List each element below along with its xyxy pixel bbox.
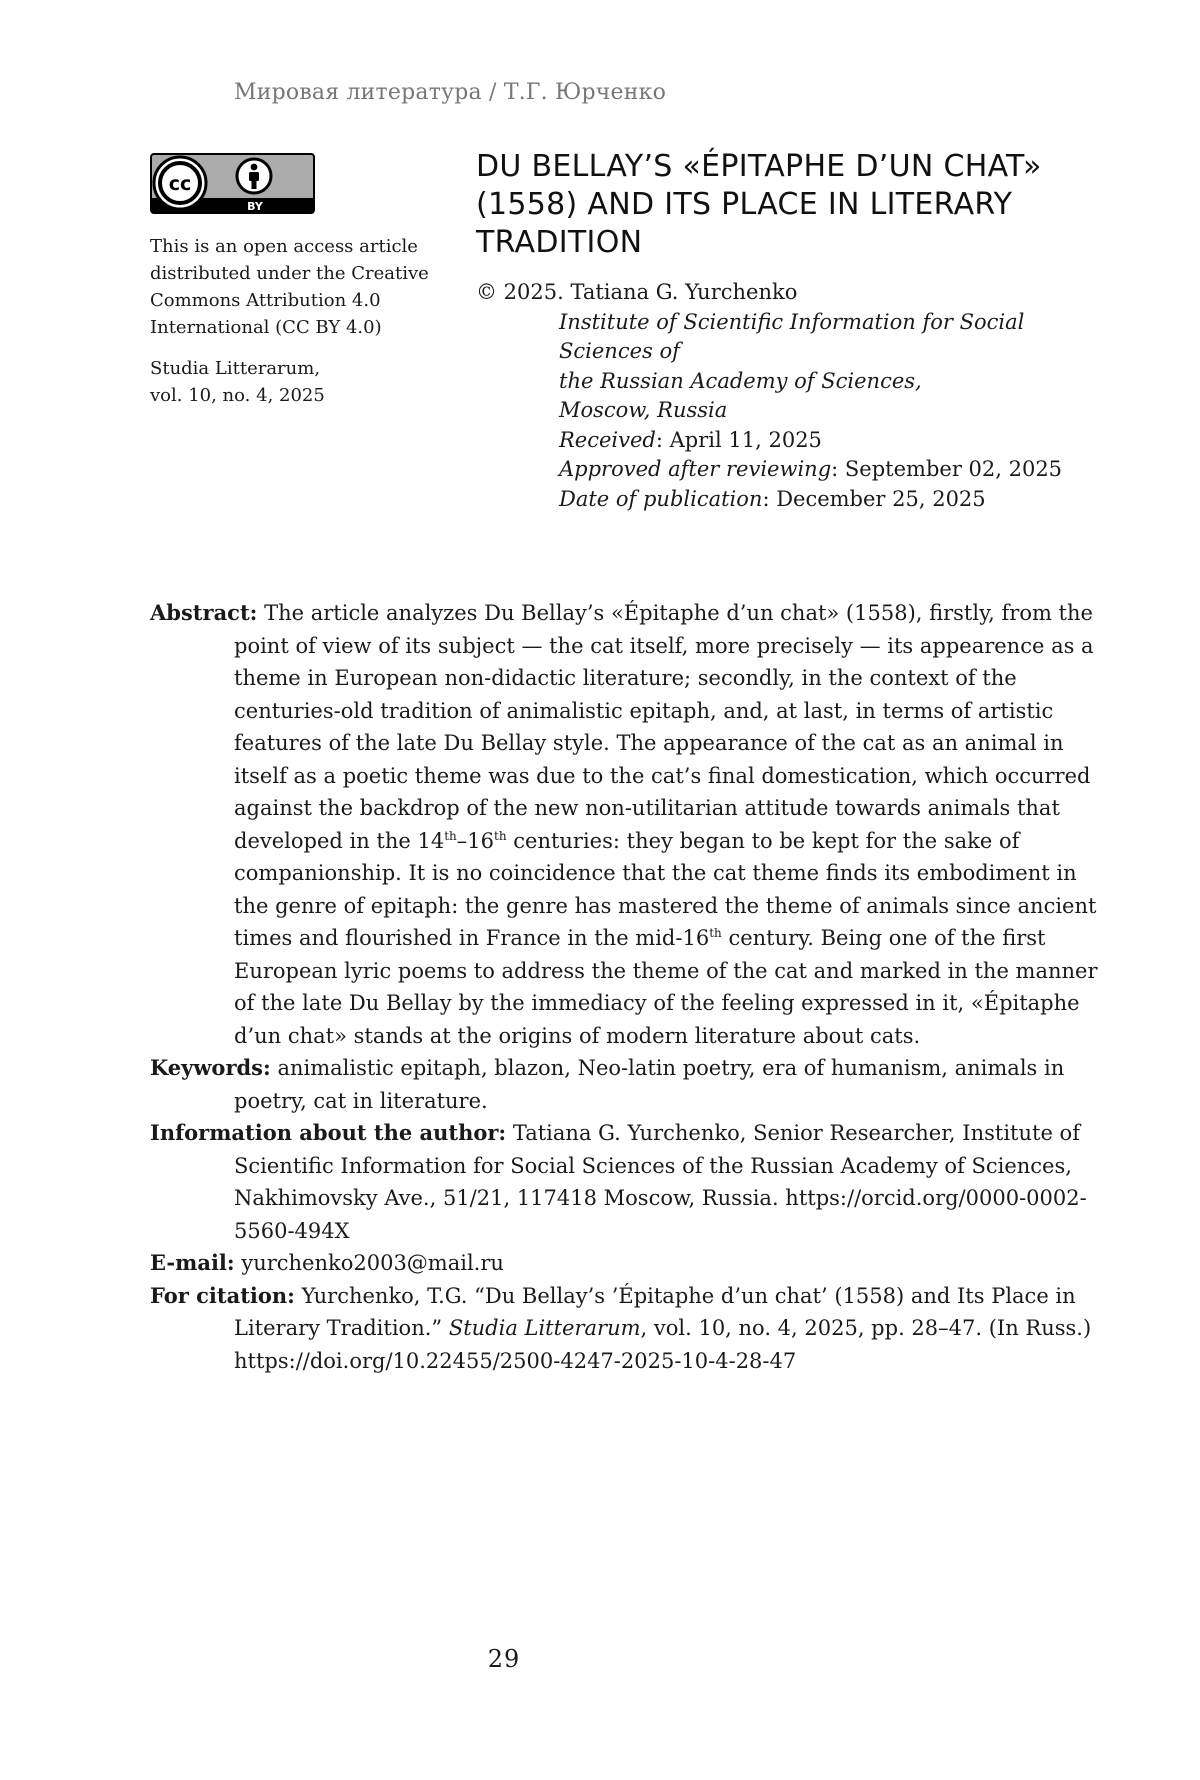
page-number: 29 [487,1645,521,1673]
citation-text: Yurchenko, T.G. “Du Bellay’s ’Épitaphe d’un chat’ (1558) and Its Place in Literary Tradition.” [234,1283,1076,1340]
email [150,1247,1100,1280]
journal-volume: vol. 10, no. 4, 2025 [150,385,325,406]
keywords-label: Keywords: [150,1055,271,1080]
email-label: E-mail: [150,1250,235,1275]
citation-text: , vol. 10, no. 4, 2025, pp. 28–47. (In Russ.) https://doi.org/10.22455/2500-4247-2025-10-4-28-47 [234,1316,1092,1373]
author-info-label: Information about the author: [150,1120,507,1145]
superscript: th [444,828,457,843]
published-value: : December 25, 2025 [762,486,986,511]
cc-letters: cc [168,173,192,195]
license-line: distributed under the Creative [150,263,429,284]
affiliation-line: Institute of Scientific Information for Social Sciences of [559,309,1025,363]
license-line: This is an open access article [150,236,418,257]
citation [150,1280,1100,1378]
article-title [476,148,1096,262]
by-letters: BY [247,200,263,213]
creative-commons-by-icon [150,153,315,214]
copyright-author: © 2025. Tatiana G. Yurchenko [476,280,798,304]
title-line: (1558) AND ITS PLACE IN LITERARY [476,187,1013,222]
keywords-text: animalistic epitaph, blazon, Neo-latin poetry, era of humanism, animals in poetry, cat in literature. [234,1056,1065,1113]
license-note [150,233,440,409]
published-label: Date of publication [559,486,763,511]
license-line: International (CC BY 4.0) [150,317,382,338]
affiliation-line: the Russian Academy of Sciences, [559,368,922,393]
author-info-text: Tatiana G. Yurchenko, Senior Researcher, Institute of Scientific Information for Social Sciences of the Russian Academy of Sciences, Nakhimovsky Ave., 51/21, 117418 Moscow, Russia. https://orcid.org/0000-0002-5560-494X [234,1121,1087,1243]
abstract-label: Abstract: [150,600,258,625]
received-label: Received [559,427,656,452]
article-metadata [476,278,1116,514]
running-head: Мировая литература / Т.Г. Юрченко [234,80,667,105]
abstract-text: centuries: they began to be kept for the sake of companionship. It is no coincidence that the cat theme finds its embodiment in the genre of epitaph: the genre has mastered the theme of animals since ancient times and flourished in France in the mid-16 [234,828,1097,950]
journal-name: Studia Litterarum, [150,358,321,379]
abstract-text: century. Being one of the first European lyric poems to address the theme of the cat and marked in the manner of the late Du Bellay by the immediacy of the feeling expressed in it, «Épitaphe d’un chat» stands at the origins of modern literature about cats. [234,926,1098,1048]
publication-date [476,485,1116,515]
approved-label: Approved after reviewing [559,457,832,481]
superscript: th [709,926,722,940]
citation-journal: Studia Litterarum [448,1316,641,1340]
article-summary [150,597,1100,1377]
affiliation-location: Moscow, Russia [559,398,728,422]
title-line: DU BELLAY’S «ÉPITAPHE D’UN CHAT» [476,149,1042,184]
citation-label: For citation: [150,1282,295,1308]
abstract-text: –16 [456,828,495,853]
email-address: yurchenko2003@mail.ru [234,1251,504,1275]
received-date [476,426,1116,456]
abstract-text: The article analyzes Du Bellay’s «Épitaphe d’un chat» (1558), firstly, from the point of view of its subject — the cat itself, more precisely — its appearence as a theme in European non-didactic literature; secondly, in the context of the centuries-old tradition of animalistic epitaph, and, at last, in terms of artistic features of the late Du Bellay style. The appearance of the cat as an animal in itself as a poetic theme was due to the cat’s final domestication, which occurred against the backdrop of the new non-utilitarian attitude towards animals that developed in the 14 [234,601,1094,853]
superscript: th [494,828,507,843]
license-line: Commons Attribution 4.0 [150,290,381,311]
received-value: : April 11, 2025 [655,427,822,452]
approved-value: : September 02, 2025 [831,457,1063,481]
approved-date [476,455,1116,485]
abstract [150,597,1100,1052]
title-line: TRADITION [476,225,643,260]
keywords [150,1052,1100,1117]
author-info [150,1117,1100,1247]
